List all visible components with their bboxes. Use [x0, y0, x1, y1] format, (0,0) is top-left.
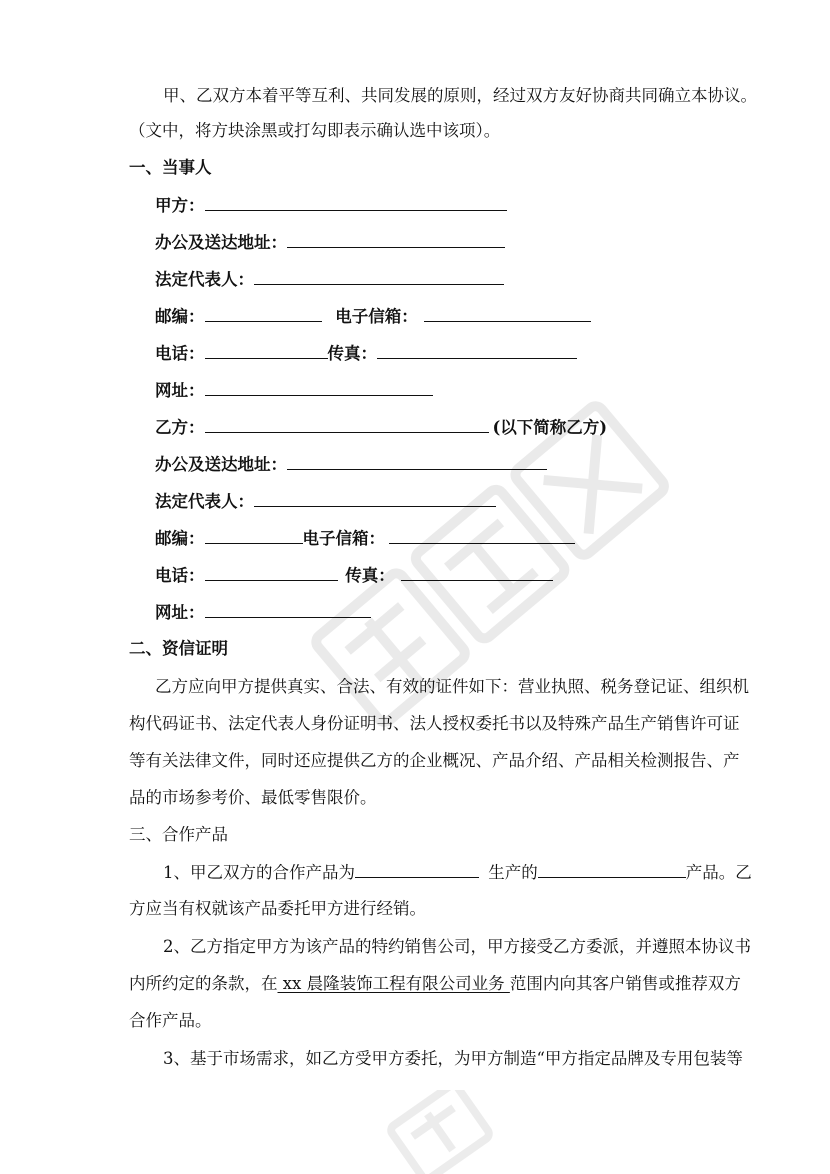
party-a-website-label: 网址： [155, 381, 205, 400]
party-a-rep-row [155, 267, 504, 292]
party-a-postcode-email-row [155, 304, 591, 329]
party-b-website-row [155, 600, 371, 625]
section-3-p1-text-b: 生产的 [488, 863, 538, 882]
party-b-rep-label: 法定代表人： [155, 492, 254, 511]
party-b-email-blank[interactable] [389, 526, 575, 544]
section-3-p2-text-b: 范围内向其客户销售或推荐双方 [509, 974, 741, 993]
party-a-fax-label: 传真： [327, 344, 377, 363]
party-b-note: (以下简称乙方) [492, 418, 608, 437]
party-a-phone-label: 电话： [155, 344, 205, 363]
party-a-address-row [155, 230, 505, 255]
party-a-website-row [155, 378, 433, 403]
party-b-rep-row [155, 489, 496, 514]
section-3-heading: 三、合作产品 [129, 825, 228, 844]
section-2-line-1: 乙方应向甲方提供真实、合法、有效的证件如下：营业执照、税务登记证、组织机 [155, 677, 749, 696]
party-a-postcode-blank[interactable] [205, 304, 322, 322]
sales-scope-company: xx 晨隆装饰工程有限公司业务 [277, 974, 510, 993]
party-b-website-label: 网址： [155, 603, 205, 622]
party-a-address-blank[interactable] [287, 230, 505, 248]
party-b-address-blank[interactable] [287, 452, 547, 470]
party-b-address-label: 办公及送达地址： [155, 455, 287, 474]
party-b-phone-blank[interactable] [205, 563, 338, 581]
section-2-line-2: 构代码证书、法定代表人身份证明书、法人授权委托书以及特殊产品生产销售许可证 [129, 714, 740, 733]
section-1-heading: 一、当事人 [129, 158, 212, 177]
party-a-phone-blank[interactable] [205, 341, 328, 359]
party-a-website-blank[interactable] [205, 378, 433, 396]
section-3-p2-text-a: 内所约定的条款，在 [129, 974, 278, 993]
party-b-fax-label: 传真： [345, 566, 395, 585]
section-3-p3-line-1: 3、基于市场需求，如乙方受甲方委托，为甲方制造“甲方指定品牌及专用包装等 [163, 1049, 743, 1068]
party-b-label: 乙方： [155, 418, 205, 437]
section-3-p1-text-a: 1、甲乙双方的合作产品为 [163, 863, 355, 882]
party-b-phone-label: 电话： [155, 566, 205, 585]
party-b-email-label: 电子信箱： [302, 529, 385, 548]
watermark-stamp-graphic [380, 1090, 500, 1174]
section-3-p1-line-2: 方应当有权就该产品委托甲方进行经销。 [129, 899, 426, 918]
section-2-line-3: 等有关法律文件，同时还应提供乙方的企业概况、产品介绍、产品相关检测报告、产 [129, 751, 740, 770]
party-b-address-row [155, 452, 547, 477]
section-3-p1-line-1 [163, 860, 752, 885]
party-a-row [155, 193, 507, 218]
section-3-p2-line-3: 合作产品。 [129, 1011, 212, 1030]
party-b-postcode-email-row [155, 526, 575, 551]
party-a-fax-blank[interactable] [377, 341, 577, 359]
party-b-rep-blank[interactable] [254, 489, 496, 507]
intro-line-1: 甲、乙双方本着平等互利、共同发展的原则，经过双方友好协商共同确立本协议。 [163, 86, 757, 105]
party-a-postcode-label: 邮编： [155, 307, 205, 326]
party-b-row [155, 415, 607, 440]
section-2-heading: 二、资信证明 [129, 639, 228, 658]
party-a-label: 甲方： [155, 196, 205, 215]
party-b-phone-fax-row [155, 563, 553, 588]
section-2-line-4: 品的市场参考价、最低零售限价。 [129, 788, 377, 807]
section-3-p1-text-c: 产品。乙 [685, 863, 752, 882]
section-3-p2-line-2 [129, 972, 741, 996]
party-a-address-label: 办公及送达地址： [155, 233, 287, 252]
party-a-email-blank[interactable] [424, 304, 591, 322]
party-a-rep-blank[interactable] [254, 267, 504, 285]
party-b-postcode-blank[interactable] [205, 526, 303, 544]
party-b-fax-blank[interactable] [401, 563, 553, 581]
party-a-email-label: 电子信箱： [335, 307, 418, 326]
product-name-blank[interactable] [355, 860, 479, 878]
party-a-blank[interactable] [205, 193, 507, 211]
party-b-website-blank[interactable] [205, 600, 371, 618]
party-b-blank[interactable] [205, 415, 489, 433]
party-a-rep-label: 法定代表人： [155, 270, 254, 289]
party-b-postcode-label: 邮编： [155, 529, 205, 548]
party-a-phone-fax-row [155, 341, 577, 366]
intro-line-2: （文中，将方块涂黑或打勾即表示确认选中该项）。 [129, 121, 501, 140]
manufacturer-blank[interactable] [538, 860, 686, 878]
section-3-p2-line-1: 2、乙方指定甲方为该产品的特约销售公司，甲方接受乙方委派，并遵照本协议书 [163, 937, 751, 956]
